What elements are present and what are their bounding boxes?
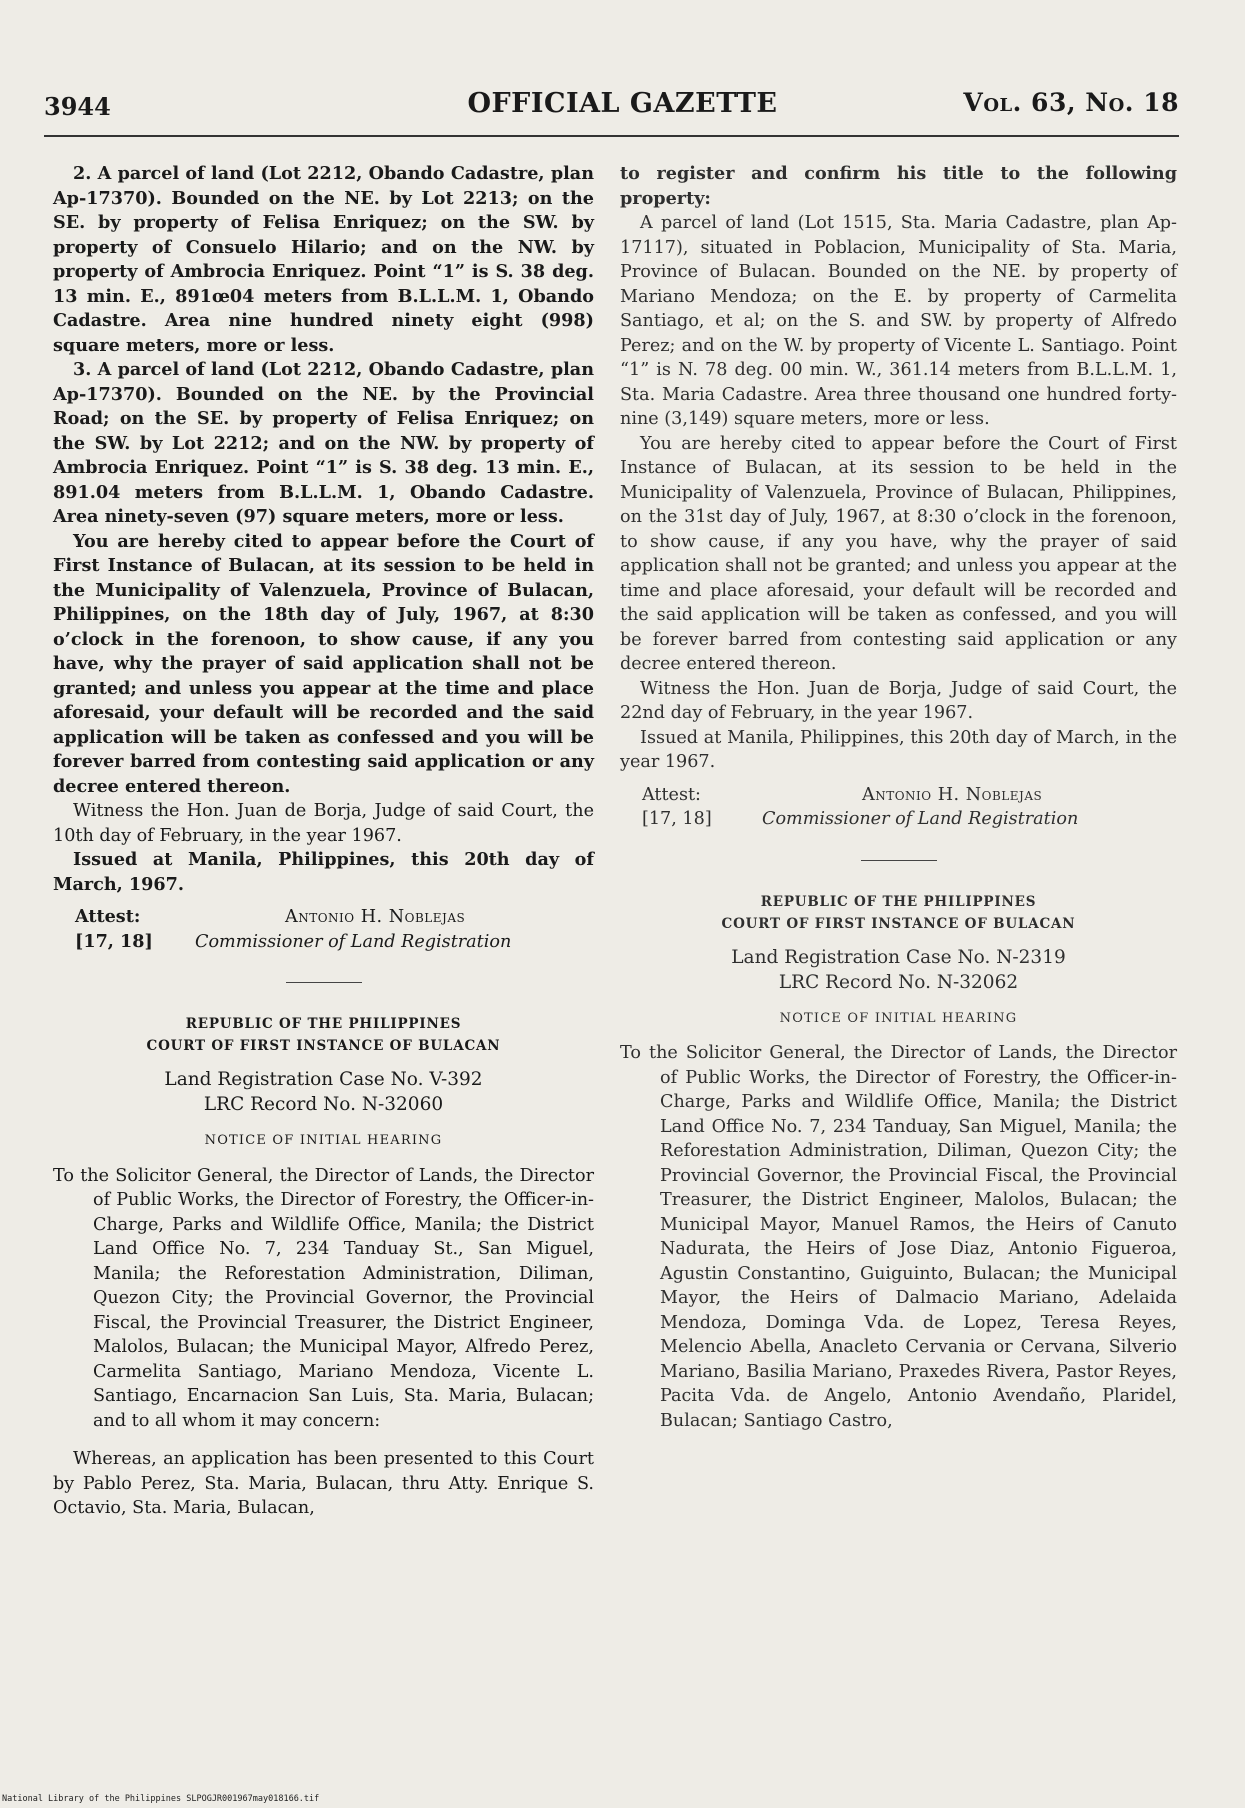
commissioner-name: Antonio H. Noblejas [285,907,466,927]
scan-source-footer: National Library of the Philippines SLPOGJR001967may018166.tif [2,1794,320,1804]
court-heading: COURT OF FIRST INSTANCE OF BULACAN [146,1038,501,1054]
whereas-paragraph: Whereas, an application has been presented to this Court by Pablo Perez, Sta. Maria, Bulacan, thru Atty. Enrique S. Octavio, Sta. Maria, Bulacan, [53,1449,594,1518]
parcel-paragraph: A parcel of land (Lot 1515, Sta. Maria Cadastre, plan Ap-17117), situated in Poblacion, Municipality of Sta. Maria, Province of Bulacan. Bounded on the NE. by property of Mariano Mendoza; on the E. by property of Carmelita Santiago, et al; on the S. and SW. by property of Alfredo Perez; and on the W. by property of Vicente L. Santiago. Point “1” is N. 78 deg. 00 min. W., 361.14 meters from B.L.L.M. 1, Sta. Maria Cadastre. Area three thousand one hundred forty-nine (3,149) square meters, more or less. [620,213,1177,429]
volume-number: Vol. 63, No. 18 [963,88,1179,117]
header-rule [44,135,1179,137]
citation-paragraph: You are hereby cited to appear before the Court of First Instance of Bulacan, at its session to be held in the Municipality of Valenzuela, Province of Bulacan, Philippines, on the 18th day of July, 1967, at 8:30 o’clock in the forenoon, to show cause, if any you have, why the prayer of said application shall not be granted; and unless you appear at the time and place aforesaid, your default will be recorded and the said application will be taken as confessed and you will be forever barred from contesting said application or any decree entered thereon. [53,530,594,797]
issued-paragraph: Issued at Manila, Philippines, this 20th day of March, in the year 1967. [620,727,1177,772]
attest-label: Attest: [75,906,141,927]
issued-paragraph: Issued at Manila, Philippines, this 20th day of March, 1967. [53,849,594,895]
section-divider [861,860,937,861]
lrc-record-number: LRC Record No. N-32062 [778,971,1019,993]
lrc-record-number: LRC Record No. N-32060 [203,1094,444,1115]
attest-block [642,783,1177,808]
addressees-paragraph: To the Solicitor General, the Director of Lands, the Director of Public Works, the Director of Forestry, the Officer-in-Charge, Parks and Wildlife Office, Manila; the District Land Office No. 7, 234 Tanduay, San Miguel, Manila; the Reforestation Administration, Diliman, Quezon City; the Provincial Governor, the Provincial Fiscal, the Provincial Treasurer, the District Engineer, Malolos, Bulacan; the Municipal Mayor, Manuel Ramos, the Heirs of Canuto Nadurata, the Heirs of Jose Diaz, Antonio Figueroa, Agustin Constantino, Guiguinto, Bulacan; the Municipal Mayor, the Heirs of Dalmacio Mariano, Adelaida Mendoza, Dominga Vda. de Lopez, Teresa Reyes, Melencio Abella, Anacleto Cervania or Cervana, Silverio Mariano, Basilia Mariano, Praxedes Rivera, Pastor Reyes, Pacita Vda. de Angelo, Antonio Avendaño, Plaridel, Bulacan; Santiago Castro, [620,1043,1177,1431]
publication-title: OFFICIAL GAZETTE [467,88,778,119]
register-paragraph: to register and confirm his title to the following property: [620,163,1177,209]
attest-ref-block [642,807,1177,832]
commissioner-name: Antonio H. Noblejas [862,784,1043,805]
notice-title: NOTICE OF INITIAL HEARING [779,1010,1018,1026]
notice-title: NOTICE OF INITIAL HEARING [204,1133,443,1148]
court-heading: COURT OF FIRST INSTANCE OF BULACAN [721,915,1076,932]
issue-reference: [17, 18] [75,930,153,952]
attest-block [75,905,594,930]
citation-paragraph: You are hereby cited to appear before the Court of First Instance of Bulacan, at its session to be held in the Municipality of Valenzuela, Province of Bulacan, Philippines, on the 31st day of July, 1967, at 8:30 o’clock in the forenoon, to show cause, if any you have, why the prayer of said application shall not be granted; and unless you appear at the time and place aforesaid, your default will be recorded and the said application will be taken as confessed, and you will be forever barred from contesting said application or any decree entered thereon. [620,433,1177,674]
parcel-2-paragraph: 2. A parcel of land (Lot 2212, Obando Cadastre, plan Ap-17370). Bounded on the NE. by Lot 2213; on the SE. by property of Felisa Enriquez; on the SW. by property of Consuelo Hilario; and on the NW. by property of Ambrocia Enriquez. Point “1” is S. 38 deg. 13 min. E., 891œ04 meters from B.L.L.M. 1, Obando Cadastre. Area nine hundred ninety eight (998) square meters, more or less. [53,163,594,356]
case-number: Land Registration Case No. V-392 [164,1069,483,1090]
addressees-paragraph: To the Solicitor General, the Director of Lands, the Director of Public Works, the Director of Forestry, the Officer-in-Charge, Parks and Wildlife Office, Manila; the District Land Office No. 7, 234 Tanduay St., San Miguel, Manila; the Reforestation Administration, Diliman, Quezon City; the Provincial Governor, the Provincial Fiscal, the Provincial Treasurer, the District Engineer, Malolos, Bulacan; the Municipal Mayor, Alfredo Perez, Carmelita Santiago, Mariano Mendoza, Vicente L. Santiago, Encarnacion San Luis, Sta. Maria, Bulacan; and to all whom it may concern: [53,1165,594,1431]
attest-ref-block [75,930,594,955]
right-column [620,162,1177,1433]
left-column [53,162,594,1521]
republic-heading: REPUBLIC OF THE PHILIPPINES [185,1016,462,1032]
section-divider [286,982,362,983]
witness-paragraph: Witness the Hon. Juan de Borja, Judge of said Court, the 22nd day of February, in the year 1967. [620,678,1177,723]
witness-paragraph: Witness the Hon. Juan de Borja, Judge of said Court, the 10th day of February, in the year 1967. [53,801,594,846]
issue-reference: [17, 18] [642,809,712,829]
republic-heading: REPUBLIC OF THE PHILIPPINES [760,893,1037,910]
attest-label: Attest: [642,784,701,805]
parcel-3-paragraph: 3. A parcel of land (Lot 2212, Obando Cadastre, plan Ap-17370). Bounded on the NE. by the Provincial Road; on the SE. by property of Felisa Enriquez; on the SW. by Lot 2212; and on the NW. by property of Ambrocia Enriquez. Point “1” is S. 38 deg. 13 min. E., 891.04 meters from B.L.L.M. 1, Obando Cadastre. Area ninety-seven (97) square meters, more or less. [53,359,594,527]
case-number: Land Registration Case No. N-2319 [731,946,1066,968]
commissioner-title: Commissioner of Land Registration [762,809,1079,829]
commissioner-title: Commissioner of Land Registration [195,931,512,952]
page-number: 3944 [44,92,111,121]
